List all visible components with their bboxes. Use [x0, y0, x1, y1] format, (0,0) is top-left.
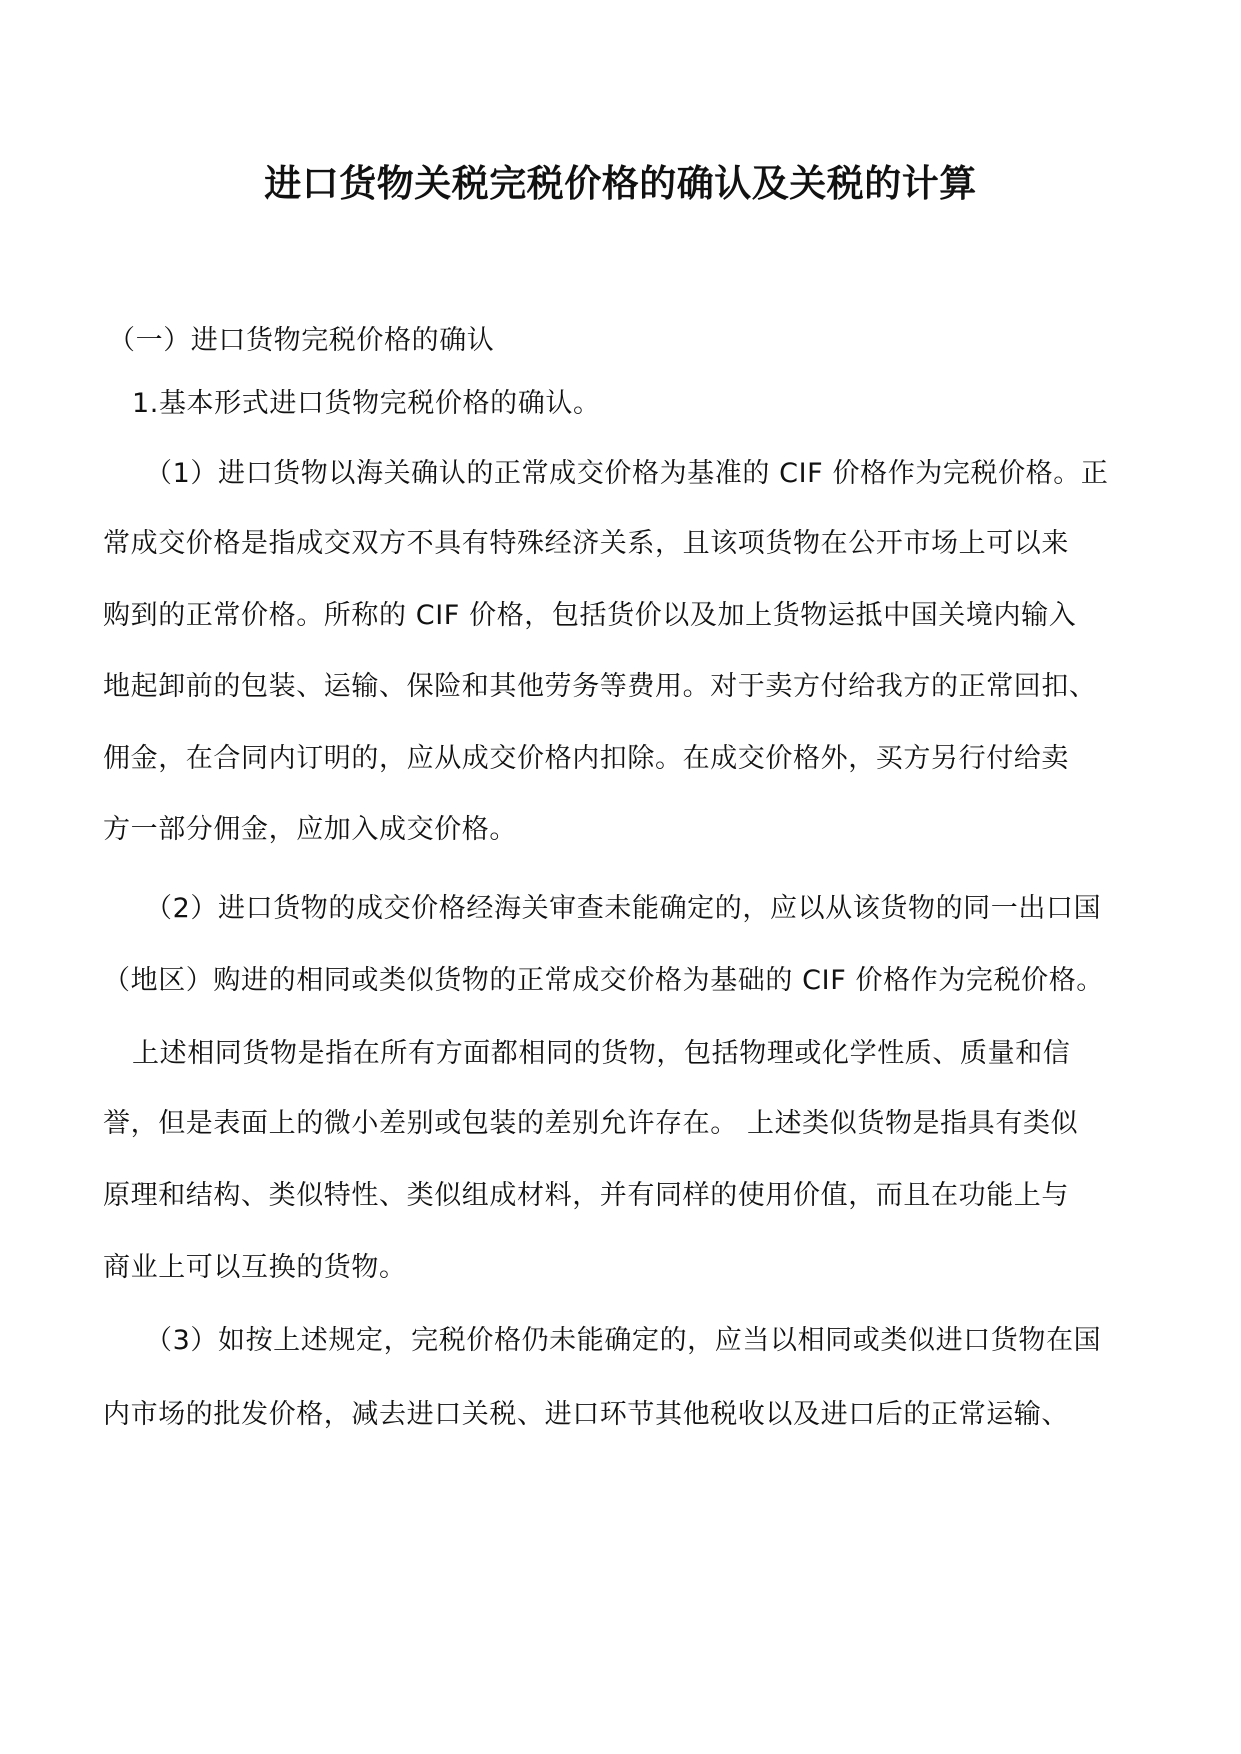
paragraph-line: 常成交价格是指成交双方不具有特殊经济关系，且该项货物在公开市场上可以来	[103, 528, 1069, 559]
paragraph-line: （2）进口货物的成交价格经海关审查未能确定的，应以从该货物的同一出口国	[145, 893, 1102, 924]
paragraph-line: 方一部分佣金，应加入成交价格。	[103, 814, 517, 845]
paragraph-line: （地区）购进的相同或类似货物的正常成交价格为基础的 CIF 价格作为完税价格。	[103, 965, 1104, 996]
section-heading: （一）进口货物完税价格的确认	[108, 325, 495, 356]
paragraph-line: 佣金，在合同内订明的，应从成交价格内扣除。在成交价格外，买方另行付给卖	[103, 743, 1069, 774]
paragraph-line: （1）进口货物以海关确认的正常成交价格为基准的 CIF 价格作为完税价格。正	[145, 458, 1109, 489]
paragraph-line: 原理和结构、类似特性、类似组成材料，并有同样的使用价值，而且在功能上与	[103, 1180, 1069, 1211]
paragraph-line: 地起卸前的包装、运输、保险和其他劳务等费用。对于卖方付给我方的正常回扣、	[103, 671, 1097, 702]
paragraph-line: 内市场的批发价格，减去进口关税、进口环节其他税收以及进口后的正常运输、	[103, 1399, 1069, 1430]
paragraph-line: 誉，但是表面上的微小差别或包装的差别允许存在。 上述类似货物是指具有类似	[103, 1108, 1079, 1139]
paragraph-line: 商业上可以互换的货物。	[103, 1252, 407, 1283]
document-title: 进口货物关税完税价格的确认及关税的计算	[264, 162, 977, 205]
paragraph-line: （3）如按上述规定，完税价格仍未能确定的，应当以相同或类似进口货物在国	[145, 1325, 1102, 1356]
subsection-heading: 1.基本形式进口货物完税价格的确认。	[132, 388, 601, 419]
paragraph-line: 上述相同货物是指在所有方面都相同的货物，包括物理或化学性质、质量和信	[132, 1038, 1071, 1069]
paragraph-line: 购到的正常价格。所称的 CIF 价格，包括货价以及加上货物运抵中国关境内输入	[103, 600, 1077, 631]
